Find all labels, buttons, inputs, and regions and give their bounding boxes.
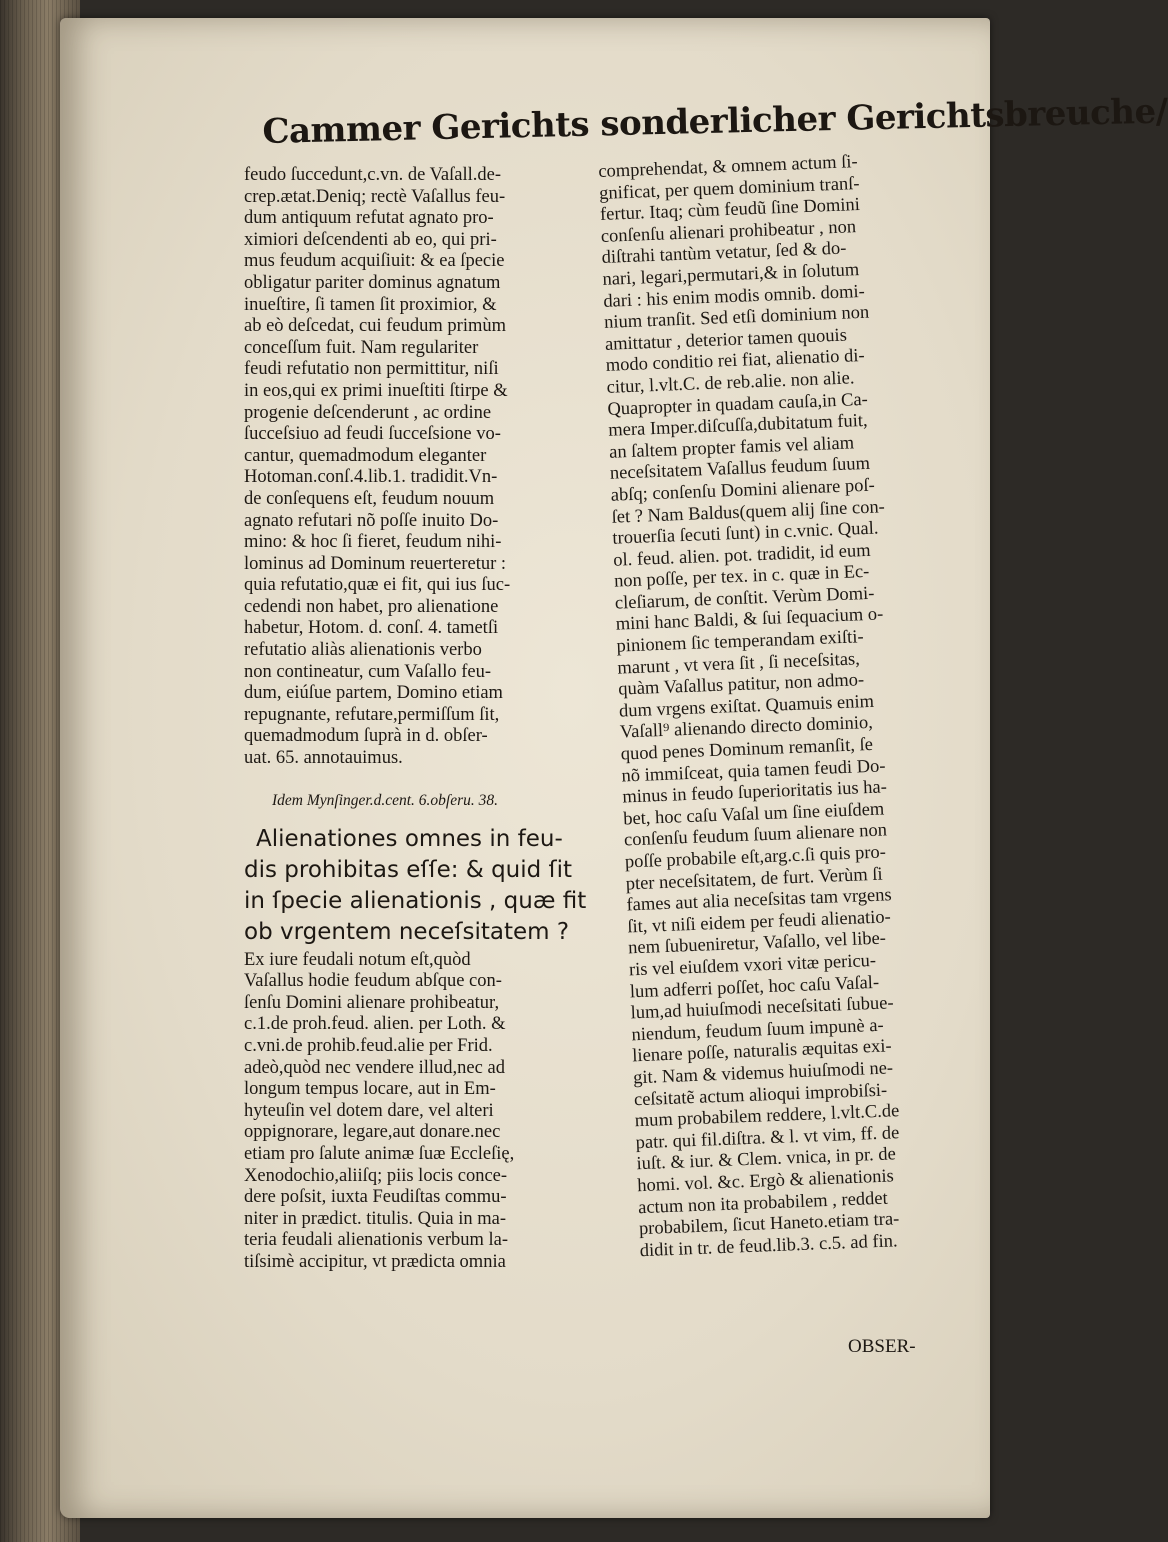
text-line: patr. qui fil.diſtra. & l. vt vim, ff. de xyxy=(635,1122,900,1153)
text-line: ab eò deſcedat, cui feudum primùm xyxy=(244,316,506,337)
text-line: lienare poſſe, naturalis æquitas exi- xyxy=(631,1036,893,1067)
text-line: git. Nam & videmus huiuſmodi ne- xyxy=(632,1058,894,1089)
text-line: c.1.de proh.feud. alien. per Loth. & xyxy=(244,1014,506,1035)
text-line: actum non ita probabilem , reddet xyxy=(637,1188,889,1218)
text-line: conſenſu feudum ſuum alienare non xyxy=(623,820,888,851)
text-line: pinionem ſic temperandam exiſti- xyxy=(616,627,864,657)
text-line: crep.ætat.Deniq; rectè Vaſallus feu- xyxy=(244,186,506,207)
left-paragraph-1 xyxy=(244,165,584,770)
text-line: ris vel eiuſdem vxori vitæ pericu- xyxy=(628,950,877,981)
text-line: non contineatur, cum Vaſallo feu- xyxy=(244,661,492,682)
text-line: longum tempus locare, aut in Em- xyxy=(244,1079,496,1100)
text-line: ol. feud. alien. pot. tradidit, id eum xyxy=(612,540,871,571)
catchword: OBSER- xyxy=(848,1336,916,1357)
text-line: cleſiarum, de conſtit. Verùm Domi- xyxy=(614,583,875,614)
text-line: hyteuſin vel dotem dare, vel alteri xyxy=(244,1100,494,1121)
text-line: fames aut alia neceſsitas tam vrgens xyxy=(626,885,893,916)
text-line: adeò,quòd nec vendere illud,nec ad xyxy=(244,1057,505,1078)
text-line: citur, l.vlt.C. de reb.alie. non alie. xyxy=(606,368,855,398)
text-line: Xenodochio,aliiſq; piis locis conce- xyxy=(244,1165,508,1186)
text-line: teria feudali alienationis verbum la- xyxy=(244,1230,509,1251)
text-line: dum vrgens exiſtat. Quamuis enim xyxy=(618,691,875,722)
text-line: obligatur pariter dominus agnatum xyxy=(244,272,501,293)
left-paragraph-2 xyxy=(244,950,584,1274)
text-line: ſit, vt niſi eidem per feudi alienatio- xyxy=(627,907,892,938)
text-line: in eos,qui ex primi inueſtiti ſtirpe & xyxy=(244,380,508,401)
text-line: probabilem, ſicut Haneto.etiam tra- xyxy=(638,1209,900,1240)
text-line: dis prohibitas eſſe: & quid ſit xyxy=(244,856,573,883)
text-line: amittatur , deterior tamen quouis xyxy=(604,325,848,355)
text-line: homi. vol. &c. Ergò & alienationis xyxy=(636,1166,895,1197)
text-line: ximiori deſcendenti ab eo, qui pri- xyxy=(244,229,497,250)
text-line: lominus ad Dominum reuerteretur : xyxy=(244,553,507,574)
text-line: agnato refutari nõ poſſe inuito Do- xyxy=(244,510,499,531)
text-line: Vaſallus hodie feudum abſque con- xyxy=(244,971,502,992)
text-line: dere poſsit, iuxta Feudiſtas commu- xyxy=(244,1187,507,1208)
text-line: mera Imper.diſcuſſa,dubitatum fuit, xyxy=(607,410,868,441)
text-line: ob vrgentem neceſsitatem ? xyxy=(244,918,570,945)
text-line: ſucceſsiuo ad feudi ſucceſsione vo- xyxy=(244,424,501,445)
text-line: Ex iure feudali notum eſt,quòd xyxy=(244,949,471,970)
text-line: non poſſe, per tex. in c. quæ in Ec- xyxy=(613,562,870,592)
text-line: nium tranſit. Sed etſi dominium non xyxy=(603,302,870,334)
left-column xyxy=(244,165,587,1274)
text-line: neceſsitatem Vaſallus feudum ſuum xyxy=(609,454,871,485)
text-line: oppignorare, legare,aut donare.nec xyxy=(244,1122,501,1143)
text-line: etiam pro ſalute animæ ſuæ Eccleſię, xyxy=(244,1143,515,1164)
text-line: conceſſum fuit. Nam regulariter xyxy=(244,337,479,358)
text-line: dum, eiúſue partem, Domino etiam xyxy=(244,683,503,704)
text-line: Hotoman.conſ.4.lib.1. tradidit.Vn- xyxy=(244,467,498,488)
text-line: c.vni.de prohib.feud.alie per Frid. xyxy=(244,1036,493,1056)
text-line: nõ immiſceat, quia tamen feudi Do- xyxy=(621,756,886,787)
text-line: Quapropter in quadam cauſa,in Ca- xyxy=(607,389,869,420)
text-line: iuſt. & iur. & Clem. vnica, in pr. de xyxy=(636,1144,897,1175)
text-line: lum,ad huiuſmodi neceſsitati ſubue- xyxy=(630,993,894,1024)
text-line: an ſaltem propter famis vel aliam xyxy=(608,433,855,463)
text-line: in ſpecie alienationis , quæ fit xyxy=(244,887,587,914)
text-line: nari, legari,permutari,& in ſolutum xyxy=(602,260,860,290)
text-line: repugnante, refutare,permiſſum ſit, xyxy=(244,704,500,725)
text-line: niter in prædict. titulis. Quia in ma- xyxy=(244,1208,507,1229)
text-line: inueſtire, ſi tamen ſit proximior, & xyxy=(244,294,497,315)
text-line: refutatio aliàs alienationis verbo xyxy=(244,640,482,661)
text-line: dari : his enim modis omnib. domi- xyxy=(602,281,866,312)
text-line: mini hanc Baldi, & ſui ſequacium o- xyxy=(615,604,884,636)
text-line: marunt , vt vera ſit , ſi neceſsitas, xyxy=(617,648,861,679)
text-line: tiſsimè accipitur, vt prædicta omnia xyxy=(244,1251,506,1272)
text-line: poſſe probabile eſt,arg.c.ſi quis pro- xyxy=(624,842,887,873)
text-line: mum probabilem reddere, l.vlt.C.de xyxy=(634,1101,900,1132)
text-line: pter neceſsitatem, de furt. Verùm ſi xyxy=(625,864,883,895)
text-line: nem ſubueniretur, Vaſallo, vel libe- xyxy=(627,928,887,959)
text-line: diſtrahi tantùm vetatur, ſed & do- xyxy=(601,238,847,269)
text-line: feudo ſuccedunt,c.vn. de Vaſall.de- xyxy=(244,165,502,185)
text-line: trouerſia ſecuti ſunt) in c.vnic. Qual. xyxy=(612,518,879,549)
text-line: feudi refutatio non permittitur, niſi xyxy=(244,359,499,380)
text-line: comprehendat, & omnem actum ſi- xyxy=(598,152,859,182)
section-heading xyxy=(244,824,587,948)
right-paragraph xyxy=(598,149,980,1263)
text-line: didit in tr. de feud.lib.3. c.5. ad fin. xyxy=(639,1230,898,1261)
text-line: progenie deſcenderunt , ac ordine xyxy=(244,402,492,423)
text-line: cedendi non habet, pro alienatione xyxy=(244,596,499,617)
text-line: ceſsitatẽ actum alioqui improbiſsi- xyxy=(633,1080,888,1110)
text-line: ſet ? Nam Baldus(quem alij ſine con- xyxy=(611,496,886,528)
text-line: mino: & hoc ſi fieret, feudum nihi- xyxy=(244,532,502,553)
text-line: Vaſall⁹ alienando directo dominio, xyxy=(619,713,874,744)
text-line: quàm Vaſallus patitur, non admo- xyxy=(617,670,865,700)
running-header: Cammer Gerichts sonderlicher Gerichtsbreuche/ xyxy=(262,91,1168,152)
text-line: niendum, feudum ſuum impunè a- xyxy=(631,1015,885,1046)
text-line: quod penes Dominum remanſit, ſe xyxy=(620,734,874,765)
text-line: dum antiquum refutat agnato pro- xyxy=(244,208,494,229)
text-line: de conſequens eſt, feudum nouum xyxy=(244,488,495,509)
text-line: gnificat, per quem dominium tranſ- xyxy=(598,173,860,204)
text-line: Alienationes omnes in feu- xyxy=(256,825,563,852)
text-line: uat. 65. annotauimus. xyxy=(244,748,403,769)
text-line: lum adferri poſſet, hoc caſu Vaſal- xyxy=(629,972,880,1002)
text-line: cantur, quemadmodum eleganter xyxy=(244,445,487,466)
text-line: abſq; conſenſu Domini alienare poſ- xyxy=(610,475,876,506)
text-line: bet, hoc caſu Vaſal um ſine eiuſdem xyxy=(622,799,885,830)
text-line: mus feudum acquiſiuit: & ea ſpecie xyxy=(244,251,505,272)
text-line: habetur, Hotom. d. conſ. 4. tametſi xyxy=(244,618,499,639)
source-note: Idem Mynſinger.d.cent. 6.obſeru. 38. xyxy=(272,791,498,809)
text-line: ſenſu Domini alienare prohibeatur, xyxy=(244,992,500,1013)
right-column xyxy=(598,149,980,1263)
text-line: conſenſu alienari prohibeatur , non xyxy=(600,216,857,247)
text-line: quia refutatio,quæ ei fit, qui ius ſuc- xyxy=(244,575,511,596)
text-line: fertur. Itaq; cùm feudũ ſine Domini xyxy=(599,195,861,226)
text-line: modo conditio rei fiat, alienatio di- xyxy=(605,346,865,377)
text-line: minus in feudo ſuperioritatis ius ha- xyxy=(622,777,888,808)
text-line: quemadmodum ſuprà in d. obſer- xyxy=(244,726,488,747)
